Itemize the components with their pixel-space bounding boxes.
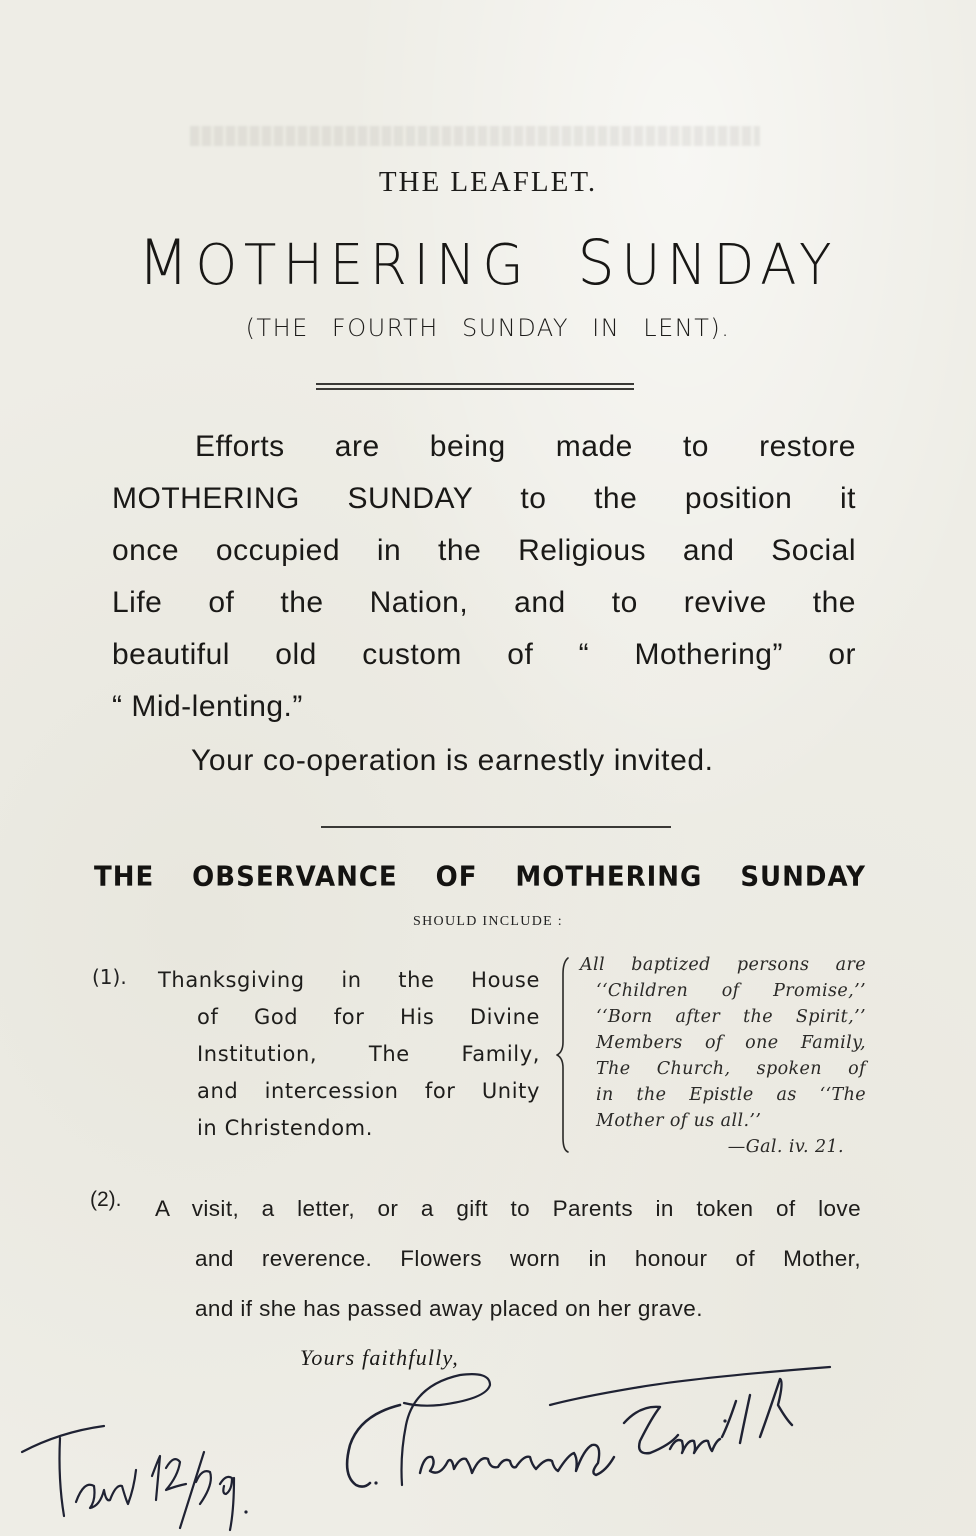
closing-salutation: Yours faithfully,: [300, 1345, 459, 1370]
show-through-print: [190, 126, 760, 146]
observance-heading: [94, 861, 866, 893]
observance-subheading: SHOULD INCLUDE :: [413, 914, 563, 929]
quote-line: ‘‘Born after the Spirit,’’: [596, 1007, 866, 1027]
heading-word: MOTHERING: [515, 861, 703, 893]
item-line: in Christendom.: [197, 1116, 373, 1140]
intro-line: MOTHERING SUNDAY to the position it: [112, 482, 856, 515]
item-line: and intercession for Unity: [197, 1079, 540, 1103]
item-line: A visit, a letter, or a gift to Parents in token of love: [155, 1196, 861, 1221]
quote-line: All baptized persons are: [580, 955, 866, 975]
heading-word: SUNDAY: [740, 861, 866, 893]
handwritten-date: [10, 1420, 280, 1535]
item-1-text: [158, 962, 540, 1147]
item-2-text: [155, 1184, 861, 1334]
title-word1-rest: OTHERING: [195, 233, 531, 298]
intro-line: beautiful old custom of “ Mothering” or: [112, 638, 856, 671]
invitation-text: Your co-operation is earnestly invited.: [191, 744, 714, 777]
single-rule-divider: [321, 826, 671, 828]
double-rule-divider: [316, 383, 634, 390]
side-quote: [580, 952, 866, 1160]
signature-text: [0, 0, 1, 1]
quote-line: Members of one Family,: [596, 1033, 866, 1053]
item-number: (2).: [90, 1188, 122, 1211]
title-initial-s: S: [577, 226, 622, 299]
quote-line: Mother of us all.’’: [596, 1111, 762, 1131]
heading-word: OF: [435, 861, 478, 893]
intro-line: Efforts are being made to restore: [195, 430, 856, 463]
item-number: (1).: [92, 965, 127, 989]
intro-line: Life of the Nation, and to revive the: [112, 586, 856, 619]
handwritten-signature: [340, 1345, 900, 1495]
quote-citation: —Gal. iv. 21.: [727, 1137, 844, 1157]
quote-line: The Church, spoken of: [596, 1059, 866, 1079]
title-word2-rest: UNDAY: [621, 233, 839, 298]
heading-word: THE: [94, 861, 155, 893]
date-text: [0, 0, 1, 1]
item-line: Institution, The Family,: [197, 1042, 540, 1066]
intro-line: “ Mid-lenting.”: [112, 690, 303, 723]
quote-line: ‘‘Children of Promise,’’: [596, 981, 866, 1001]
leaflet-label: THE LEAFLET.: [378, 166, 598, 198]
page-title: [24, 226, 951, 299]
item-line: and if she has passed away placed on her grave.: [195, 1296, 703, 1321]
item-line: of God for His Divine: [197, 1005, 540, 1029]
title-initial-m: M: [137, 226, 196, 299]
quote-line: in the Epistle as ‘‘The: [596, 1085, 866, 1105]
curly-brace-icon: [553, 956, 573, 1154]
heading-word: OBSERVANCE: [192, 861, 398, 893]
intro-paragraph: [112, 421, 856, 733]
item-line: Thanksgiving in the House: [158, 968, 540, 992]
item-line: and reverence. Flowers worn in honour of Mother,: [195, 1246, 861, 1271]
intro-line: once occupied in the Religious and Social: [112, 534, 856, 567]
subtitle: (THE FOURTH SUNDAY IN LENT).: [245, 314, 731, 342]
